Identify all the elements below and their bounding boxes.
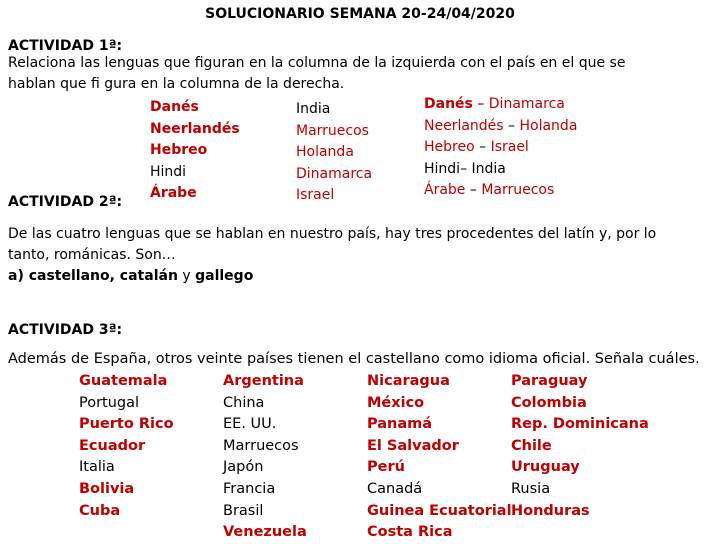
- act3-column-3: [367, 371, 512, 544]
- country-option: Canadá: [367, 480, 423, 497]
- country-option: Rep. Dominicana: [511, 416, 649, 433]
- country-option: Guinea Ecuatorial: [367, 502, 512, 519]
- act3-heading: ACTIVIDAD 3ª:: [8, 322, 123, 338]
- act1-languages-list: [150, 97, 240, 205]
- country-option: Bolivia: [79, 480, 135, 497]
- country-option: Brasil: [223, 502, 264, 519]
- answer-item: Árabe – Marruecos: [424, 182, 555, 198]
- country-option: Honduras: [511, 502, 590, 519]
- country-option: Guatemala: [79, 373, 168, 389]
- country-option: Italia: [79, 459, 115, 476]
- country-option: EE. UU.: [223, 416, 277, 433]
- country-option: Colombia: [511, 394, 587, 411]
- act1-instruction-line1: Relaciona las lenguas que figuran en la columna de la izquierda con el país en el que se: [8, 55, 626, 71]
- country-option: Portugal: [79, 394, 140, 411]
- act2-heading: ACTIVIDAD 2ª:: [8, 194, 123, 210]
- country-option: México: [367, 394, 425, 411]
- country-option: Uruguay: [511, 459, 580, 476]
- act2-answer: a) castellano, catalán y gallego: [8, 268, 254, 284]
- country-option: Ecuador: [79, 437, 146, 454]
- country-option: Venezuela: [223, 524, 307, 541]
- country-item: Holanda: [296, 144, 354, 160]
- country-option: China: [223, 394, 265, 411]
- country-option: Francia: [223, 480, 276, 497]
- act1-instruction-line2: hablan que fi gura en la columna de la derecha.: [8, 76, 345, 92]
- country-option: Puerto Rico: [79, 416, 174, 433]
- page-title: SOLUCIONARIO SEMANA 20-24/04/2020: [205, 6, 515, 22]
- country-item: Israel: [296, 187, 335, 203]
- country-option: Argentina: [223, 373, 304, 389]
- language-item: Hebreo: [150, 142, 208, 158]
- act3-column-1: [79, 371, 174, 522]
- act3-question: Además de España, otros veinte países tienen el castellano como idioma oficial. Señala cuáles.: [8, 351, 700, 367]
- country-option: Rusia: [511, 480, 551, 497]
- answer-item: Neerlandés – Holanda: [424, 117, 578, 134]
- country-item: Marruecos: [296, 122, 369, 139]
- country-option: Cuba: [79, 502, 121, 519]
- language-item: Danés: [150, 99, 199, 115]
- language-item: Neerlandés: [150, 120, 240, 137]
- country-item: Dinamarca: [296, 165, 373, 182]
- act3-column-4: [511, 371, 649, 522]
- act2-question-line2: tanto, románicas. Son…: [8, 247, 176, 263]
- answer-item: Hebreo – Israel: [424, 139, 529, 155]
- country-item: India: [296, 101, 331, 117]
- language-item: Hindi: [150, 163, 187, 180]
- country-option: Chile: [511, 437, 552, 454]
- country-option: Japón: [223, 459, 264, 476]
- country-option: Perú: [367, 459, 405, 476]
- act3-column-2: [223, 371, 307, 544]
- act1-answers-list: [424, 94, 577, 202]
- act1-heading: ACTIVIDAD 1ª:: [8, 38, 123, 54]
- act1-countries-list: [296, 97, 372, 207]
- country-option: Panamá: [367, 416, 433, 433]
- answer-item: Danés – Dinamarca: [424, 96, 565, 112]
- country-option: Marruecos: [223, 437, 299, 454]
- act2-question-line1: De las cuatro lenguas que se hablan en nuestro país, hay tres procedentes del latín y, por lo: [8, 226, 657, 242]
- country-option: Nicaragua: [367, 373, 450, 389]
- country-option: Paraguay: [511, 373, 588, 389]
- answer-item: Hindi– India: [424, 160, 506, 177]
- country-option: El Salvador: [367, 437, 459, 454]
- language-item: Árabe: [150, 185, 197, 201]
- country-option: Costa Rica: [367, 524, 453, 541]
